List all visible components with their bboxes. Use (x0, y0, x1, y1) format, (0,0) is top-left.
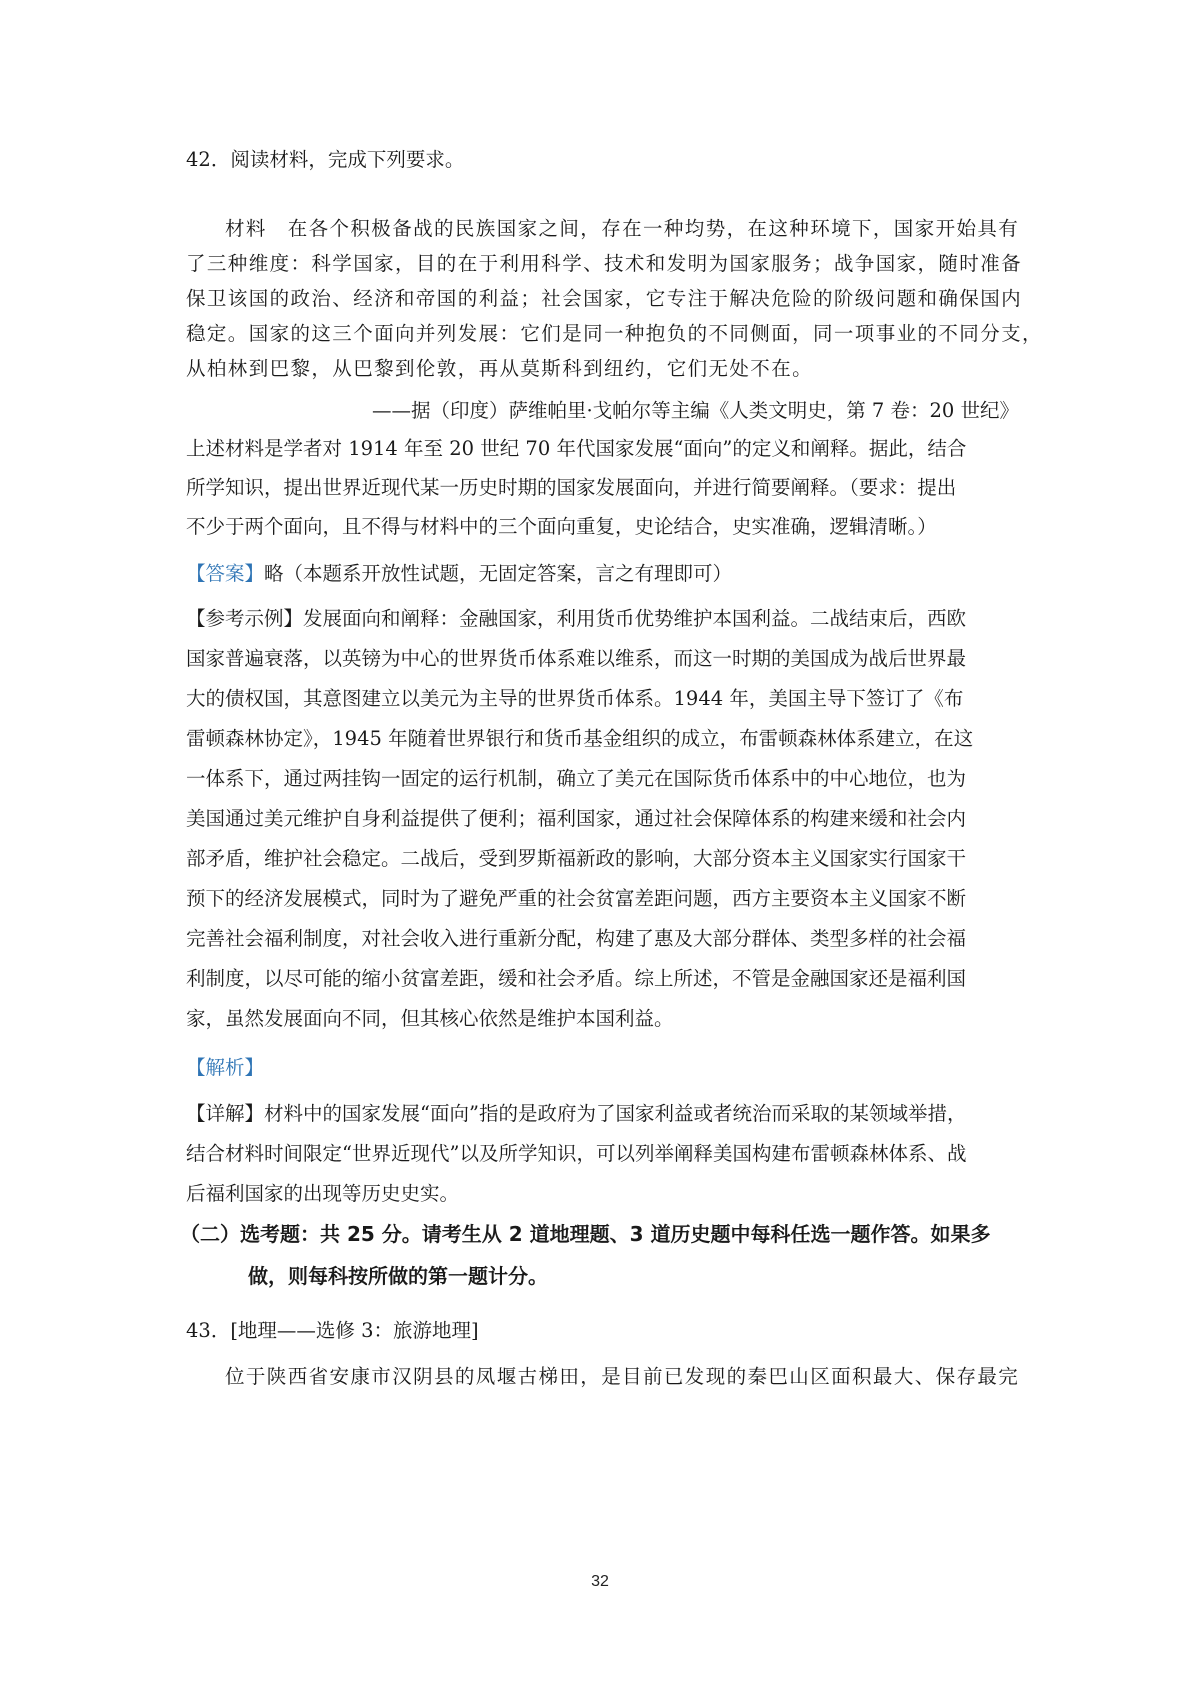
detail-label: 【详解】 (186, 1102, 265, 1125)
example-text: 发展面向和阐释：金融国家，利用货币优势维护本国利益。二战结束后，西欧 (303, 607, 967, 630)
example-line: 家，虽然发展面向不同，但其核心依然是维护本国利益。 (186, 1007, 674, 1030)
material-line: 材料 在各个积极备战的民族国家之间，存在一种均势，在这种环境下，国家开始具有 (225, 217, 1020, 240)
page-number: 32 (591, 1573, 609, 1590)
material-line: 从柏林到巴黎，从巴黎到伦敦，再从莫斯科到纽约，它们无处不在。 (186, 357, 814, 380)
answer-label: 【答案】 (186, 562, 265, 585)
material-line: 保卫该国的政治、经济和帝国的利益；社会国家，它专注于解决危险的阶级问题和确保国内 (186, 287, 1023, 310)
detail-text: 材料中的国家发展“面向”指的是政府为了国家利益或者统治而采取的某领域举措， (264, 1102, 967, 1125)
analysis-label: 【解析】 (186, 1056, 265, 1079)
detail-line: 后福利国家的出现等历史史实。 (186, 1182, 460, 1205)
material-line: 稳定。国家的这三个面向并列发展：它们是同一种抱负的不同侧面，同一项事业的不同分支， (186, 322, 1043, 345)
example-line: 预下的经济发展模式，同时为了避免严重的社会贫富差距问题，西方主要资本主义国家不断 (186, 887, 967, 910)
section2-heading-cont: 做，则每科按所做的第一题计分。 (248, 1264, 548, 1288)
example-line: 利制度，以尽可能的缩小贫富差距，缓和社会矛盾。综上所述，不管是金融国家还是福利国 (186, 967, 967, 990)
detail-line (186, 1097, 1026, 1130)
question-line: 上述材料是学者对 1914 年至 20 世纪 70 年代国家发展“面向”的定义和阐释。据此，结合 (186, 437, 967, 460)
example-label: 【参考示例】 (186, 607, 304, 630)
example-line: 一体系下，通过两挂钩一固定的运行机制，确立了美元在国际货币体系中的中心地位，也为 (186, 767, 967, 790)
material-source: ——据（印度）萨维帕里·戈帕尔等主编《人类文明史，第 7 卷：20 世纪》 (372, 399, 1020, 422)
q43-text: 位于陕西省安康市汉阴县的凤堰古梯田，是目前已发现的秦巴山区面积最大、保存最完 (225, 1365, 1020, 1388)
question-line: 所学知识，提出世界近现代某一历史时期的国家发展面向，并进行简要阐释。（要求：提出 (186, 476, 957, 499)
answer-text: 略（本题系开放性试题，无固定答案，言之有理即可） (264, 562, 733, 585)
answer-line (186, 557, 1026, 590)
example-line: 美国通过美元维护自身利益提供了便利；福利国家，通过社会保障体系的构建来缓和社会内 (186, 807, 967, 830)
q42-title: 42．阅读材料，完成下列要求。 (186, 148, 465, 171)
q43-title: 43．[地理——选修 3：旅游地理] (186, 1319, 479, 1342)
example-line: 雷顿森林协定》，1945 年随着世界银行和货币基金组织的成立，布雷顿森林体系建立，在这 (186, 727, 974, 750)
question-line: 不少于两个面向，且不得与材料中的三个面向重复，史论结合，史实准确，逻辑清晰。） (186, 515, 937, 538)
example-line: 国家普遍衰落，以英镑为中心的世界货币体系难以维系，而这一时期的美国成为战后世界最 (186, 647, 967, 670)
material-line: 了三种维度：科学国家，目的在于利用科学、技术和发明为国家服务；战争国家，随时准备 (186, 252, 1023, 275)
detail-line: 结合材料时间限定“世界近现代”以及所学知识，可以列举阐释美国构建布雷顿森林体系、战 (186, 1142, 967, 1165)
example-line (186, 602, 1026, 635)
example-line: 完善社会福利制度，对社会收入进行重新分配，构建了惠及大部分群体、类型多样的社会福 (186, 927, 967, 950)
example-line: 部矛盾，维护社会稳定。二战后，受到罗斯福新政的影响，大部分资本主义国家实行国家干 (186, 847, 967, 870)
section2-heading: （二）选考题：共 25 分。请考生从 2 道地理题、3 道历史题中每科任选一题作答。如果多 (180, 1222, 991, 1246)
example-line: 大的债权国，其意图建立以美元为主导的世界货币体系。1944 年，美国主导下签订了《布 (186, 687, 964, 710)
